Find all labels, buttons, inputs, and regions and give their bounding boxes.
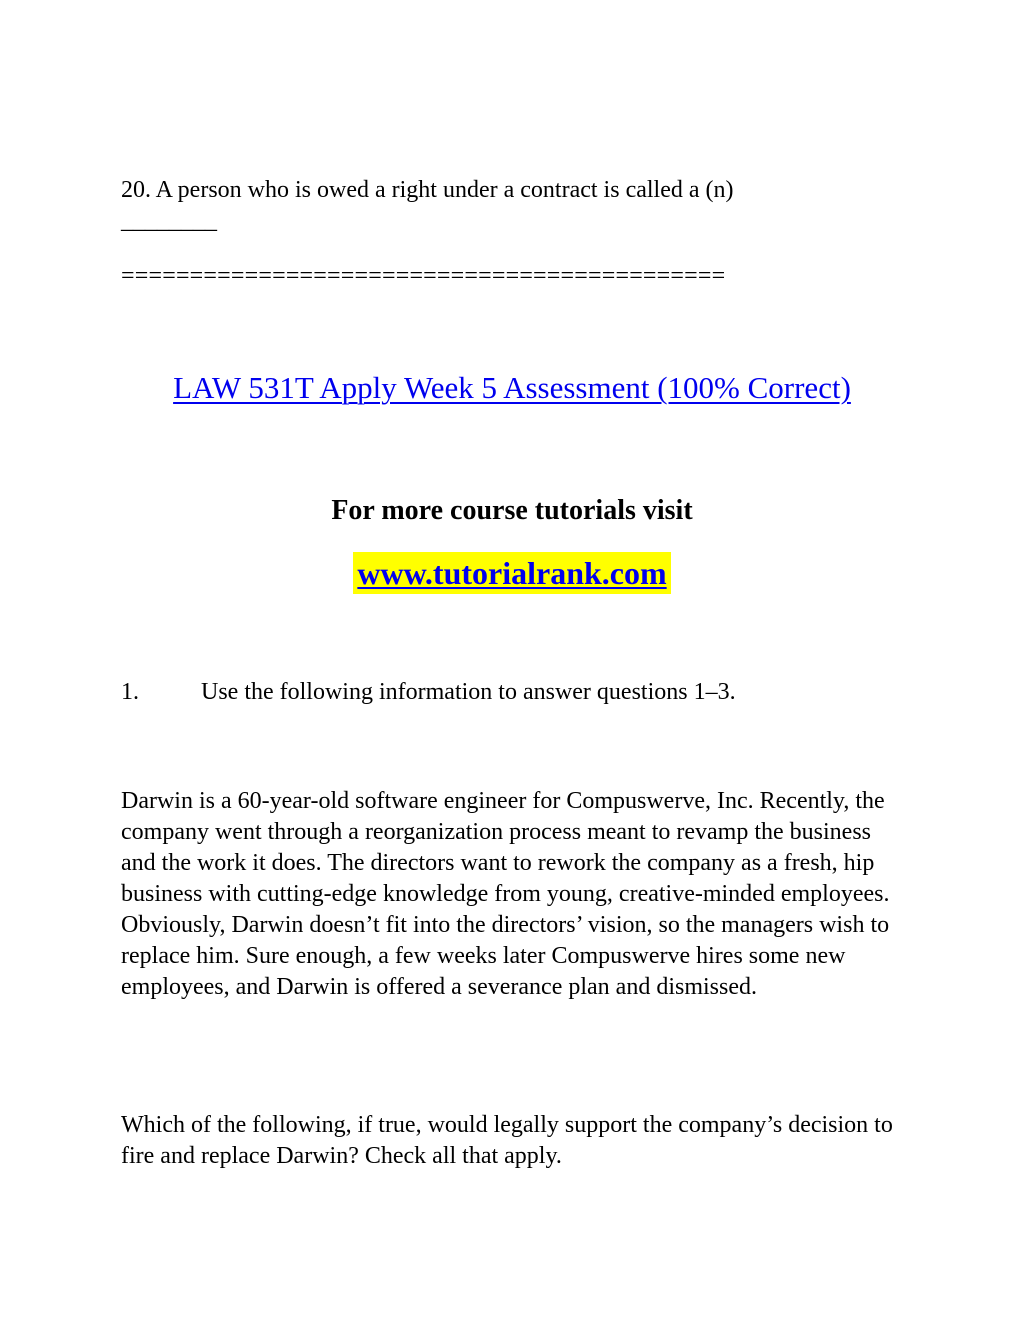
question-1: [121, 677, 911, 708]
divider-line: ============================================: [121, 263, 726, 289]
tutorialrank-link[interactable]: www.tutorialrank.com: [353, 552, 670, 594]
question-prompt: Which of the following, if true, would legally support the company’s decision to fire and replace Darwin? Check all that apply.: [121, 1112, 893, 1169]
site-link-container: [0, 552, 1024, 594]
question-20-blank: ________: [121, 208, 217, 234]
assessment-title-link[interactable]: LAW 531T Apply Week 5 Assessment (100% Correct): [173, 370, 851, 405]
question-20: [121, 175, 911, 237]
question-1-text: Use the following information to answer questions 1–3.: [201, 679, 736, 705]
question-1-number: 1.: [121, 679, 139, 705]
scenario-paragraph: Darwin is a 60-year-old software engineer for Compuswerve, Inc. Recently, the company went through a reorganization process meant to revamp the business and the work it does. The directors want to rework the company as a fresh, hip business with cutting-edge knowledge from young, creative-minded employees. Obviously, Darwin doesn’t fit into the directors’ vision, so the managers wish to replace him. Sure enough, a few weeks later Compuswerve hires some new employees, and Darwin is offered a severance plan and dismissed.: [121, 788, 890, 1000]
more-tutorials-heading: For more course tutorials visit: [331, 495, 693, 526]
question-20-text: 20. A person who is owed a right under a contract is called a (n): [121, 177, 734, 203]
